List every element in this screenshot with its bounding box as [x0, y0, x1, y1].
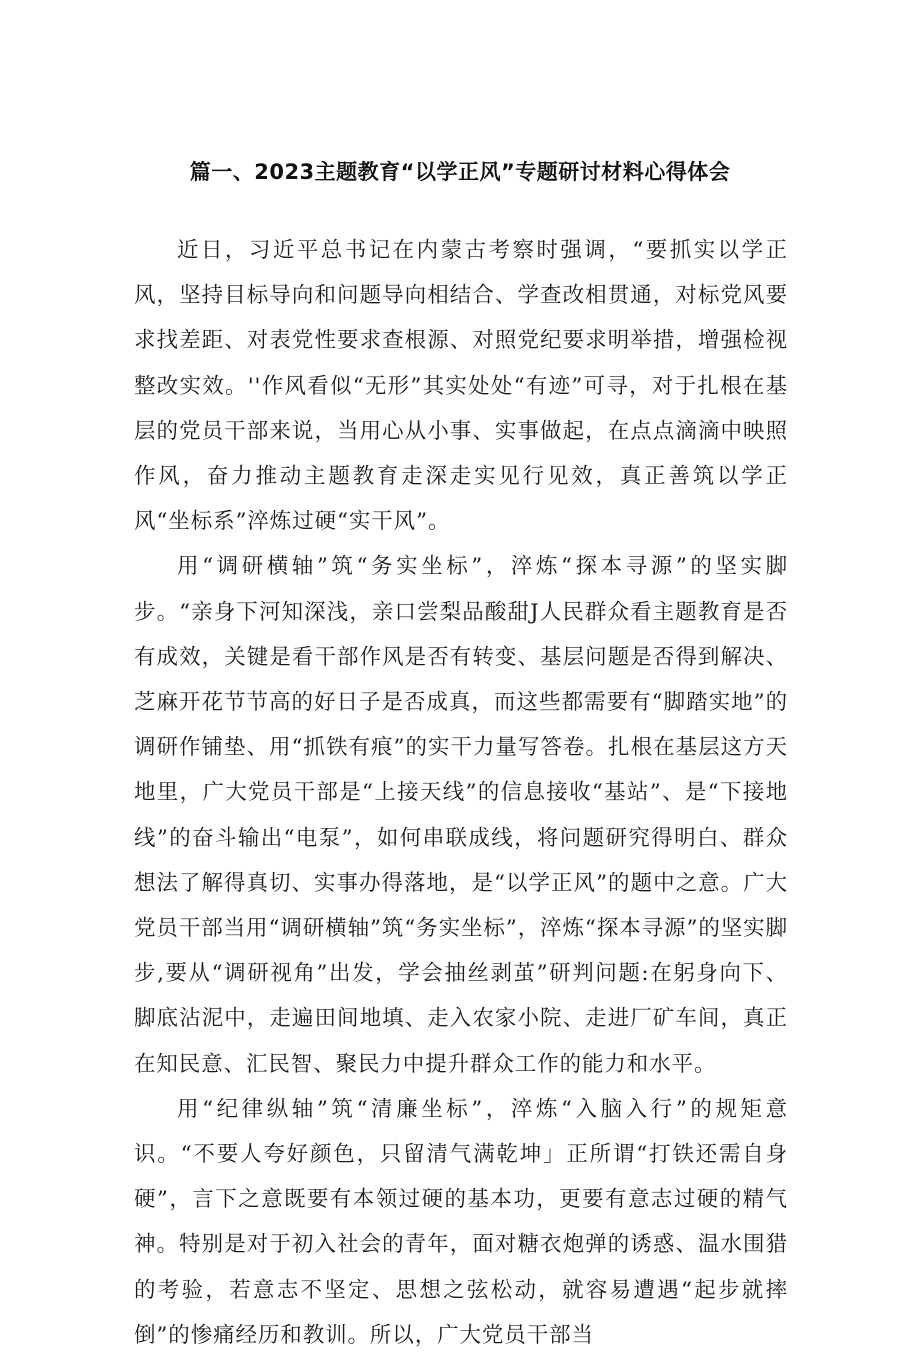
paragraph-discipline-axis: 用“纪律纵轴”筑“清廉坐标”，淬炼“入脑入行”的规矩意识。“不要人夸好颜色，只留清气满乾坤」正所谓“打铁还需自身硬”，言下之意既要有本领过硬的基本功，更要有意志过硬的精气神。特别是对于初入社会的青年，面对糖衣炮弹的诱惑、温水围猎的考验，若意志不坚定、思想之弦松动，就容易遭遇“起步就摔倒”的惨痛经历和教训。所以，广大党员干部当 — [134, 1096, 788, 1348]
document-body — [134, 228, 788, 1358]
paragraph-intro: 近日，习近平总书记在内蒙古考察时强调，“要抓实以学正风，坚持目标导向和问题导向相结合、学查改相贯通，对标党风要求找差距、对表党性要求查根源、对照党纪要求明举措，增强检视整改实效。''作风看似“无形”其实处处“有迹”可寻，对于扎根在基层的党员干部来说，当用心从小事、实事做起，在点点滴滴中映照作风，奋力推动主题教育走深走实见行见效，真正善筑以学正风“坐标系”淬炼过硬“实干风”。 — [134, 238, 788, 535]
paragraph-research-axis: 用“调研横轴”筑“务实坐标”，淬炼“探本寻源”的坚实脚步。“亲身下河知深浅，亲口尝梨品酸甜J人民群众看主题教育是否有成效，关键是看干部作风是否有转变、基层问题是否得到解决、芝麻开花节节高的好日子是否成真，而这些都需要有“脚踏实地”的调研作铺垫、用“抓铁有痕”的实干力量写答卷。扎根在基层这方天地里，广大党员干部是“上接天线”的信息接收“基站”、是“下接地线”的奋斗输出“电泵”，如何串联成线，将问题研究得明白、群众想法了解得真切、实事办得落地，是“以学正风”的题中之意。广大党员干部当用“调研横轴”筑“务实坐标”，淬炼“探本寻源”的坚实脚步,要从“调研视角”出发，学会抽丝剥茧”研判问题:在躬身向下、脚底沾泥中，走遍田间地填、走入农家小院、走进厂矿车间，真正在知民意、汇民智、聚民力中提升群众工作的能力和水平。 — [134, 554, 788, 1077]
document-title: 篇一、2023主题教育“以学正风”专题研讨材料心得体会 — [189, 160, 731, 184]
